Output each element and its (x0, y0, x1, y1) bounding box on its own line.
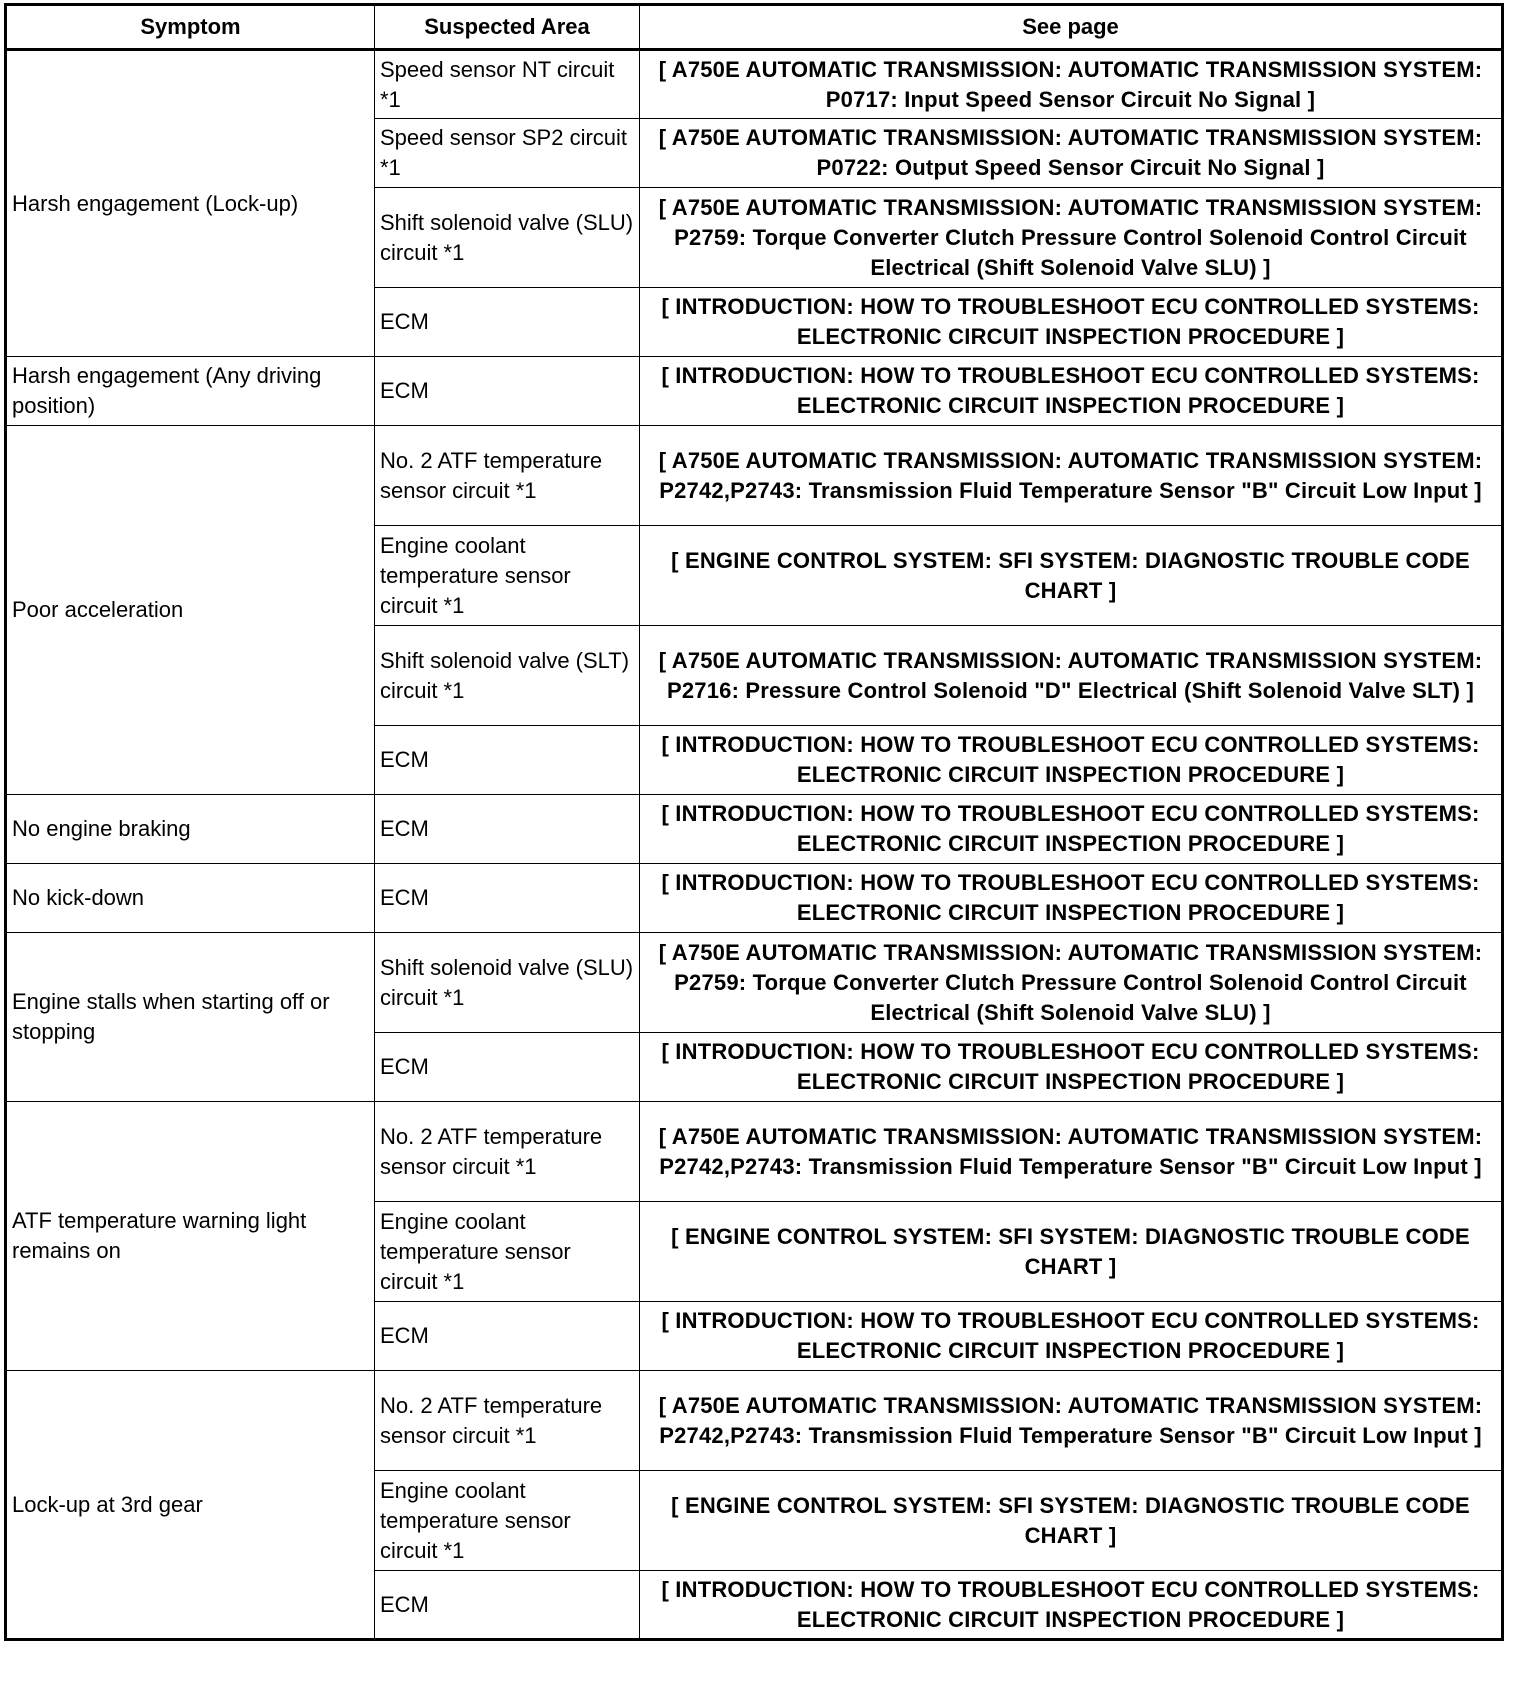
suspected-area-cell: ECM (375, 864, 640, 933)
see-page-link[interactable]: [ A750E AUTOMATIC TRANSMISSION: AUTOMATIC TRANSMISSION SYSTEM: P2742,P2743: Transmission Fluid Temperature Sensor "B" Circuit Low Input ] (640, 426, 1503, 526)
table-row (6, 795, 1503, 864)
see-page-link[interactable]: [ A750E AUTOMATIC TRANSMISSION: AUTOMATIC TRANSMISSION SYSTEM: P2759: Torque Converter Clutch Pressure Control Solenoid Control Circuit Electrical (Shift Solenoid Valve SLU) ] (640, 188, 1503, 288)
symptom-cell: Engine stalls when starting off or stopping (6, 933, 375, 1102)
symptom-cell: Harsh engagement (Any driving position) (6, 357, 375, 426)
suspected-area-cell: No. 2 ATF temperature sensor circuit *1 (375, 426, 640, 526)
see-page-link[interactable]: [ INTRODUCTION: HOW TO TROUBLESHOOT ECU CONTROLLED SYSTEMS: ELECTRONIC CIRCUIT INSPECTION PROCEDURE ] (640, 795, 1503, 864)
table-row (6, 357, 1503, 426)
symptom-cell: ATF temperature warning light remains on (6, 1102, 375, 1371)
see-page-link[interactable]: [ A750E AUTOMATIC TRANSMISSION: AUTOMATIC TRANSMISSION SYSTEM: P2742,P2743: Transmission Fluid Temperature Sensor "B" Circuit Low Input ] (640, 1371, 1503, 1471)
see-page-link[interactable]: [ INTRODUCTION: HOW TO TROUBLESHOOT ECU CONTROLLED SYSTEMS: ELECTRONIC CIRCUIT INSPECTION PROCEDURE ] (640, 1033, 1503, 1102)
see-page-link[interactable]: [ INTRODUCTION: HOW TO TROUBLESHOOT ECU CONTROLLED SYSTEMS: ELECTRONIC CIRCUIT INSPECTION PROCEDURE ] (640, 288, 1503, 357)
suspected-area-cell: ECM (375, 1571, 640, 1640)
see-page-link[interactable]: [ ENGINE CONTROL SYSTEM: SFI SYSTEM: DIAGNOSTIC TROUBLE CODE CHART ] (640, 526, 1503, 626)
suspected-area-cell: Engine coolant temperature sensor circuit *1 (375, 526, 640, 626)
suspected-area-cell: Speed sensor SP2 circuit *1 (375, 119, 640, 188)
suspected-area-cell: ECM (375, 795, 640, 864)
suspected-area-cell: ECM (375, 288, 640, 357)
symptom-table (4, 3, 1504, 1641)
table-row (6, 1371, 1503, 1471)
suspected-area-cell: ECM (375, 357, 640, 426)
symptom-cell: No engine braking (6, 795, 375, 864)
see-page-link[interactable]: [ ENGINE CONTROL SYSTEM: SFI SYSTEM: DIAGNOSTIC TROUBLE CODE CHART ] (640, 1471, 1503, 1571)
see-page-link[interactable]: [ INTRODUCTION: HOW TO TROUBLESHOOT ECU CONTROLLED SYSTEMS: ELECTRONIC CIRCUIT INSPECTION PROCEDURE ] (640, 726, 1503, 795)
see-page-link[interactable]: [ A750E AUTOMATIC TRANSMISSION: AUTOMATIC TRANSMISSION SYSTEM: P2716: Pressure Control Solenoid "D" Electrical (Shift Solenoid Valve SLT) ] (640, 626, 1503, 726)
suspected-area-cell: No. 2 ATF temperature sensor circuit *1 (375, 1371, 640, 1471)
symptom-cell: Harsh engagement (Lock-up) (6, 50, 375, 357)
suspected-area-cell: ECM (375, 726, 640, 795)
see-page-link[interactable]: [ INTRODUCTION: HOW TO TROUBLESHOOT ECU CONTROLLED SYSTEMS: ELECTRONIC CIRCUIT INSPECTION PROCEDURE ] (640, 357, 1503, 426)
header-see-page: See page (640, 5, 1503, 50)
see-page-link[interactable]: [ INTRODUCTION: HOW TO TROUBLESHOOT ECU CONTROLLED SYSTEMS: ELECTRONIC CIRCUIT INSPECTION PROCEDURE ] (640, 864, 1503, 933)
table-row (6, 426, 1503, 526)
see-page-link[interactable]: [ INTRODUCTION: HOW TO TROUBLESHOOT ECU CONTROLLED SYSTEMS: ELECTRONIC CIRCUIT INSPECTION PROCEDURE ] (640, 1302, 1503, 1371)
suspected-area-cell: Speed sensor NT circuit *1 (375, 50, 640, 119)
symptom-cell: Poor acceleration (6, 426, 375, 795)
suspected-area-cell: Engine coolant temperature sensor circuit *1 (375, 1471, 640, 1571)
symptom-cell: Lock-up at 3rd gear (6, 1371, 375, 1640)
table-row (6, 1102, 1503, 1202)
see-page-link[interactable]: [ A750E AUTOMATIC TRANSMISSION: AUTOMATIC TRANSMISSION SYSTEM: P0722: Output Speed Sensor Circuit No Signal ] (640, 119, 1503, 188)
symptom-cell: No kick-down (6, 864, 375, 933)
suspected-area-cell: Shift solenoid valve (SLT) circuit *1 (375, 626, 640, 726)
header-suspected-area: Suspected Area (375, 5, 640, 50)
suspected-area-cell: ECM (375, 1302, 640, 1371)
table-body (6, 50, 1503, 1640)
see-page-link[interactable]: [ A750E AUTOMATIC TRANSMISSION: AUTOMATIC TRANSMISSION SYSTEM: P2742,P2743: Transmission Fluid Temperature Sensor "B" Circuit Low Input ] (640, 1102, 1503, 1202)
header-row (6, 5, 1503, 50)
suspected-area-cell: Shift solenoid valve (SLU) circuit *1 (375, 188, 640, 288)
suspected-area-cell: ECM (375, 1033, 640, 1102)
see-page-link[interactable]: [ INTRODUCTION: HOW TO TROUBLESHOOT ECU CONTROLLED SYSTEMS: ELECTRONIC CIRCUIT INSPECTION PROCEDURE ] (640, 1571, 1503, 1640)
header-symptom: Symptom (6, 5, 375, 50)
table-row (6, 933, 1503, 1033)
see-page-link[interactable]: [ ENGINE CONTROL SYSTEM: SFI SYSTEM: DIAGNOSTIC TROUBLE CODE CHART ] (640, 1202, 1503, 1302)
see-page-link[interactable]: [ A750E AUTOMATIC TRANSMISSION: AUTOMATIC TRANSMISSION SYSTEM: P2759: Torque Converter Clutch Pressure Control Solenoid Control Circuit Electrical (Shift Solenoid Valve SLU) ] (640, 933, 1503, 1033)
see-page-link[interactable]: [ A750E AUTOMATIC TRANSMISSION: AUTOMATIC TRANSMISSION SYSTEM: P0717: Input Speed Sensor Circuit No Signal ] (640, 50, 1503, 119)
table-row (6, 50, 1503, 119)
suspected-area-cell: Engine coolant temperature sensor circuit *1 (375, 1202, 640, 1302)
suspected-area-cell: No. 2 ATF temperature sensor circuit *1 (375, 1102, 640, 1202)
suspected-area-cell: Shift solenoid valve (SLU) circuit *1 (375, 933, 640, 1033)
table-row (6, 864, 1503, 933)
